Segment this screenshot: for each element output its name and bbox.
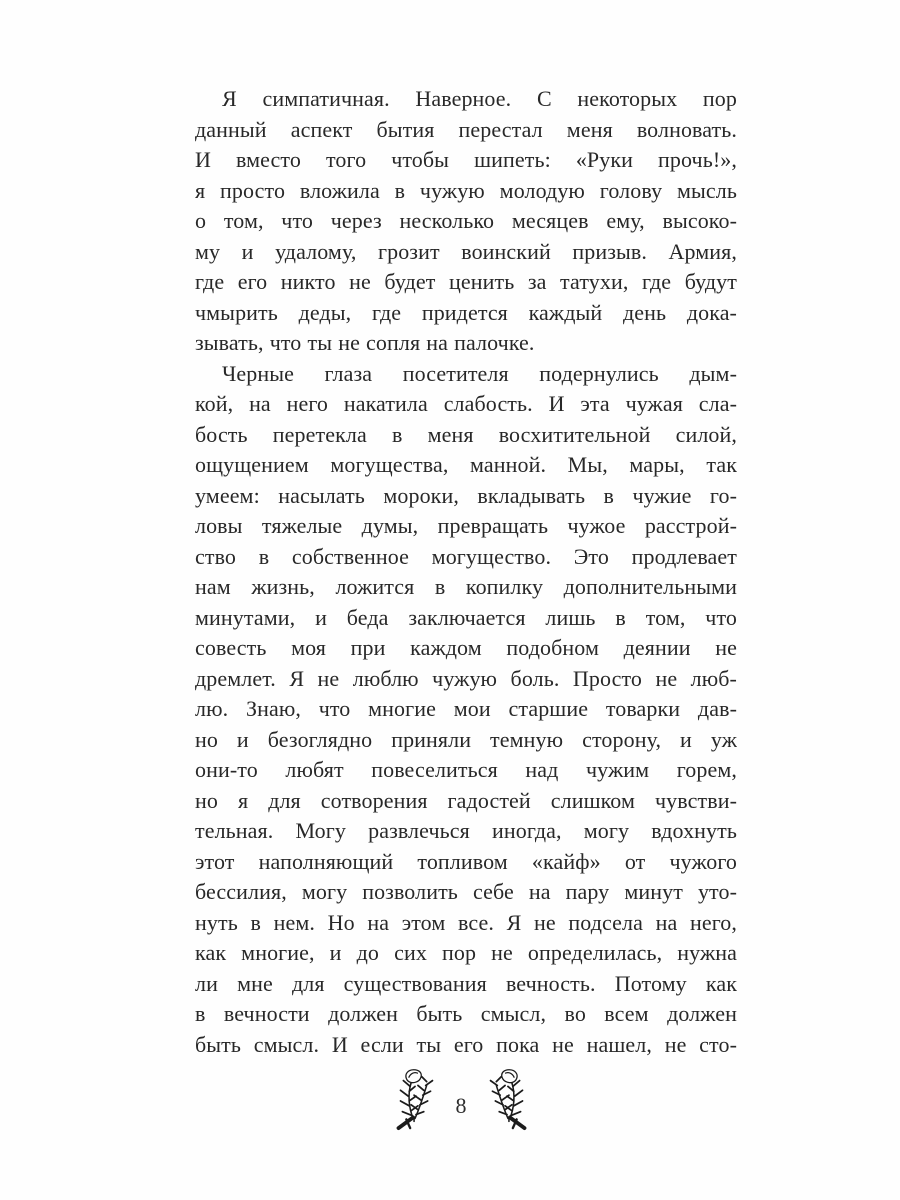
text-line: совесть моя при каждом подобном деянии не xyxy=(195,635,737,660)
text-line: в вечности должен быть смысл, во всем должен xyxy=(195,1001,737,1026)
text-line: но и безоглядно приняли темную сторону, и уж xyxy=(195,726,737,752)
text-line: я просто вложила в чужую молодую голову мысль xyxy=(195,177,737,203)
text-line: где его никто не будет ценить за татухи, где будут xyxy=(195,269,737,294)
text-line: тельная. Могу развлечься иногда, могу вдохнуть xyxy=(195,818,737,843)
text-block xyxy=(195,84,737,1060)
text-line: нам жизнь, ложится в копилку дополнительными xyxy=(195,574,737,599)
text-line: но я для сотворения гадостей слишком чувстви- xyxy=(195,787,737,813)
text-line: лю. Знаю, что многие мои старшие товарки дав- xyxy=(195,696,737,721)
text-line: дремлет. Я не люблю чужую боль. Просто не люб- xyxy=(195,665,737,691)
text-line: И вместо того чтобы шипеть: «Руки прочь!», xyxy=(195,147,737,172)
floral-sprig-icon-right xyxy=(482,1068,532,1132)
text-line: зывать, что ты не сопля на палочке. xyxy=(195,330,535,355)
text-line: быть смысл. И если ты его пока не нашел, не сто- xyxy=(195,1031,737,1057)
text-line: минутами, и беда заключается лишь в том, что xyxy=(195,604,737,630)
text-line: как многие, и до сих пор не определилась, нужна xyxy=(195,940,737,965)
text-line: ловы тяжелые думы, превращать чужое расстрой- xyxy=(195,513,737,538)
text-line: умеем: насылать мороки, вкладывать в чужие го- xyxy=(195,482,737,508)
text-line: этот наполняющий топливом «кайф» от чужого xyxy=(195,848,737,874)
paragraph-1 xyxy=(195,84,737,359)
text-line: нуть в нем. Но на этом все. Я не подсела на него, xyxy=(195,909,737,935)
text-line: ство в собственное могущество. Это продлевает xyxy=(195,543,737,569)
page-number: 8 xyxy=(455,1093,467,1118)
text-line: ли мне для существования вечность. Потому как xyxy=(195,970,737,996)
page-footer xyxy=(11,1068,900,1132)
text-line: бессилия, могу позволить себе на пару минут уто- xyxy=(195,879,737,904)
paragraph-2 xyxy=(195,359,737,1061)
text-line: кой, на него накатила слабость. И эта чужая сла- xyxy=(195,391,737,416)
text-line: бость перетекла в меня восхитительной силой, xyxy=(195,421,737,447)
text-line: му и удалому, грозит воинский призыв. Армия, xyxy=(195,238,737,264)
text-line: Черные глаза посетителя подернулись дым- xyxy=(222,360,737,386)
text-line: Я симпатичная. Наверное. С некоторых пор xyxy=(222,86,737,111)
text-line: они-то любят повеселиться над чужим горем, xyxy=(195,757,737,782)
text-line: данный аспект бытия перестал меня волновать. xyxy=(195,116,737,142)
text-line: ощущением могущества, манной. Мы, мары, так xyxy=(195,452,737,477)
text-line: чмырить деды, где придется каждый день дока- xyxy=(195,299,737,325)
text-line: о том, что через несколько месяцев ему, высоко- xyxy=(195,208,737,233)
floral-sprig-icon-left xyxy=(391,1068,441,1132)
